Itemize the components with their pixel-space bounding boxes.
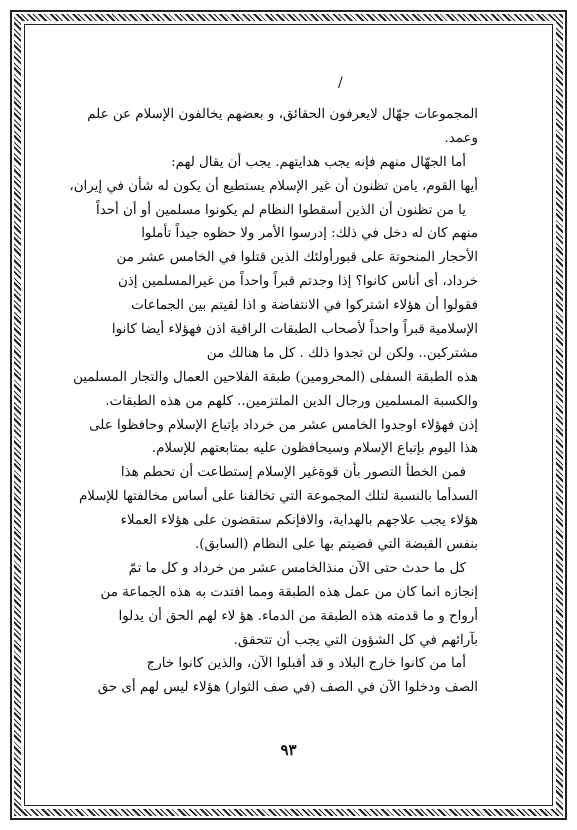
text-line: الإسلامية قبراً واحداً لأصحاب الطبقات الراقية اذن فهؤلاء أيضا كانوا — [111, 322, 478, 338]
text-line: مشتركين.. ولكن لن تجدوا ذلك . كل ما هنالك من — [206, 345, 478, 361]
text-line: يا من تظنون أن الذين أسقطوا النظام لم يكونوا مسلمين أو أن أحداً — [95, 202, 466, 218]
text-line: إذن فهؤلاء اوجدوا الخامس عشر من خرداد بإتباع الإسلام وحافظوا على — [89, 417, 478, 433]
text-line: كل ما حدث حتى الآن منذالخامس عشر من خرداد و كل ما تمّ — [128, 560, 466, 576]
text-line: أما من كانوا خارج البلاد و قد أقبلوا الآن، والذين كانوا خارج — [146, 656, 466, 672]
body-text — [69, 103, 478, 700]
text-line: الأحجار المنحوتة على قبورأولئك الذين قتلوا في الخامس عشر من — [116, 250, 478, 266]
text-line: أيها القوم، يامن تظنون أن غير الإسلام يستطيع أن يكون له شأن في إيران، — [69, 178, 478, 194]
text-line: هذه الطبقة السفلى (المحرومين) طبقة الفلاحين العمال والتجار المسلمين — [73, 369, 478, 385]
text-line: خرداد، أى أناس كانوا؟ إذا وجدتم قبراً واحداً من غيرالمسلمين إذن — [118, 274, 478, 290]
text-line: إنجازه انما كان من عمل هذه الطبقة ومما افتدت به هذه الجماعة من — [100, 584, 478, 600]
page-number: ٩٣ — [280, 741, 297, 759]
text-line: بآرائهم في كل الشؤون التي يجب أن تتحقق. — [233, 632, 478, 648]
text-line: السدأما بالنسبة لتلك المجموعة التي تخالفنا على أساس مخالفتها للإسلام — [79, 489, 478, 505]
text-line: الصف ودخلوا الآن في الصف (في صف الثوار) هؤلاء ليس لهم أى حق — [97, 680, 478, 696]
text-line: هذا اليوم بإتباع الإسلام وسيحافظون عليه بمتابعتهم للإسلام. — [151, 441, 478, 457]
text-line: فمن الخطأ التصور بأن قوةغير الإسلام إستطاعت أن تحطم هذا — [120, 465, 466, 481]
text-line: هؤلاء يجب علاجهم بالهداية، والافإنكم ستقضون على هؤلاء العملاء — [120, 513, 478, 529]
text-line: أرواح و ما قدمته هذه الطبقة من الدماء. هؤ لاء لهم الحق أن يدلوا — [118, 608, 478, 624]
text-line: وعمد. — [444, 130, 478, 146]
text-line: منهم كان له دخل في ذلك: إدرسوا الأمر ولا حظوه جيداً تأملوا — [141, 226, 478, 242]
text-line: أما الجهّال منهم فإنه يجب هدايتهم. يجب أن يقال لهم: — [171, 154, 466, 170]
top-mark: / — [338, 75, 343, 91]
text-line: بنفس القبضة التي قضيتم بها على النظام (السابق). — [194, 537, 478, 553]
text-line: والكسبة المسلمين ورجال الدين الملتزمين.. كلهم من هذه الطبقات. — [105, 393, 478, 409]
text-line: فقولوا أن هؤلاء اشتركوا في الانتفاضة و اذا لقيتم بين الجماعات — [131, 298, 478, 314]
text-line: المجموعات جهّال لايعرفون الحقائق، و بعضهم يخالفون الإسلام عن علم — [87, 107, 478, 122]
